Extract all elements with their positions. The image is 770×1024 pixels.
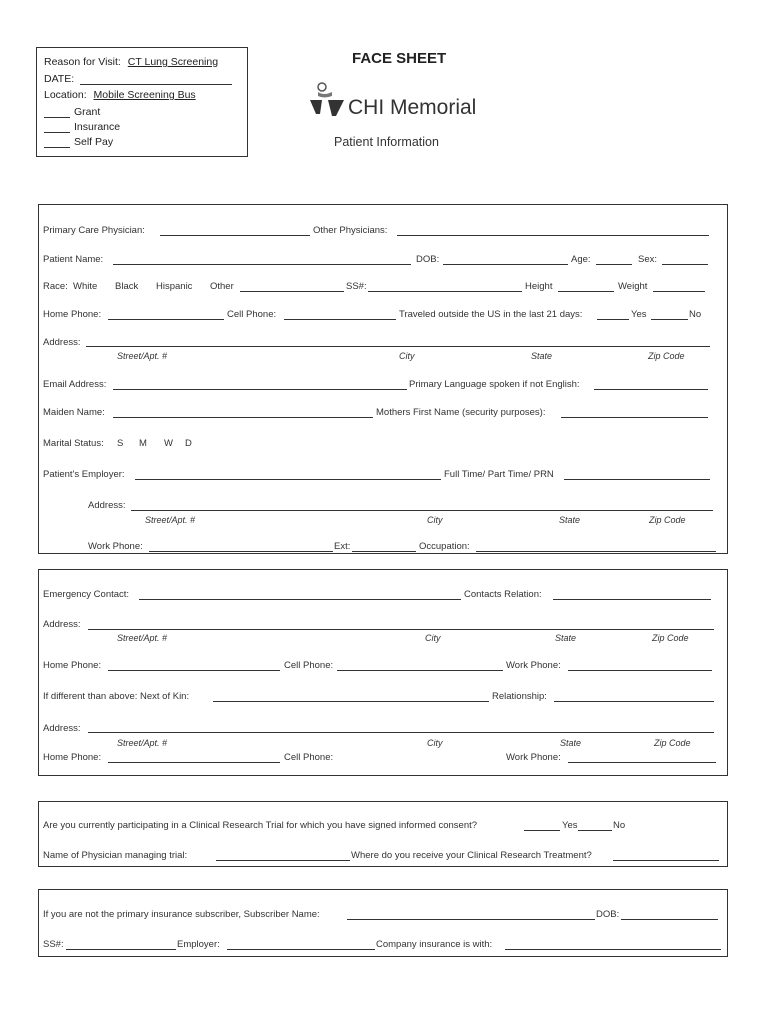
pcp-label: Primary Care Physician:: [43, 225, 145, 236]
kin-address-field[interactable]: [88, 732, 714, 733]
home-phone-field[interactable]: [108, 319, 224, 320]
date-field[interactable]: [80, 84, 232, 85]
employer-address-label: Address:: [88, 500, 126, 511]
maiden-name-field[interactable]: [113, 417, 373, 418]
marital-option-s[interactable]: S: [117, 438, 124, 449]
location-value[interactable]: Mobile Screening Bus: [93, 89, 196, 101]
employer-city-caption: City: [427, 515, 443, 525]
emergency-home-phone-field[interactable]: [108, 670, 280, 671]
ext-label: Ext:: [334, 541, 351, 552]
dob-label: DOB:: [416, 254, 440, 265]
marital-option-m[interactable]: M: [139, 438, 147, 449]
employer-zip-caption: Zip Code: [649, 515, 686, 525]
patient-name-field[interactable]: [113, 264, 411, 265]
traveled-yes-field[interactable]: [597, 319, 629, 320]
trial-yes-label: Yes: [562, 820, 578, 831]
marital-status-label: Marital Status:: [43, 438, 104, 449]
visit-reason-row: [44, 56, 218, 68]
height-label: Height: [525, 281, 553, 292]
subscriber-ssn-field[interactable]: [66, 949, 176, 950]
trial-no-field[interactable]: [578, 830, 612, 831]
race-option-white[interactable]: White: [73, 281, 98, 292]
work-phone-field[interactable]: [149, 551, 333, 552]
subscriber-name-field[interactable]: [347, 919, 595, 920]
trial-no-label: No: [613, 820, 626, 831]
kin-street-caption: Street/Apt. #: [117, 738, 168, 748]
address-label: Address:: [43, 337, 81, 348]
email-field[interactable]: [113, 389, 407, 390]
subscriber-name-label: If you are not the primary insurance subscriber, Subscriber Name:: [43, 909, 320, 920]
visit-reason-label: Reason for Visit:: [44, 56, 121, 68]
relationship-label: Relationship:: [492, 691, 547, 702]
patient-name-label: Patient Name:: [43, 254, 104, 265]
employer-field[interactable]: [135, 479, 441, 480]
contacts-relation-label: Contacts Relation:: [464, 589, 542, 600]
chi-logo-icon: [308, 80, 348, 118]
occupation-field[interactable]: [476, 551, 716, 552]
trial-question: Are you currently participating in a Clinical Research Trial for which you have signed informed consent?: [43, 820, 478, 831]
page-title: FACE SHEET: [352, 50, 447, 67]
language-field[interactable]: [594, 389, 708, 390]
race-label: Race:: [43, 281, 68, 292]
employer-street-caption: Street/Apt. #: [145, 515, 196, 525]
race-option-other[interactable]: Other: [210, 281, 234, 292]
race-option-hispanic[interactable]: Hispanic: [156, 281, 193, 292]
employment-type-field[interactable]: [564, 479, 710, 480]
employment-type-label: Full Time/ Part Time/ PRN: [444, 469, 554, 480]
trial-where-label: Where do you receive your Clinical Research Treatment?: [351, 850, 592, 861]
trial-physician-field[interactable]: [216, 860, 350, 861]
emergency-state-caption: State: [555, 633, 577, 643]
emergency-city-caption: City: [425, 633, 441, 643]
emergency-cell-phone-label: Cell Phone:: [284, 660, 334, 671]
emergency-work-phone-field[interactable]: [568, 670, 712, 671]
cell-phone-field[interactable]: [284, 319, 396, 320]
kin-city-caption: City: [427, 738, 443, 748]
subscriber-employer-field[interactable]: [227, 949, 375, 950]
self-pay-check-line[interactable]: [44, 147, 70, 148]
traveled-yes-label: Yes: [631, 309, 647, 320]
weight-field[interactable]: [653, 291, 705, 292]
address-street-caption: Street/Apt. #: [117, 351, 168, 361]
kin-state-caption: State: [560, 738, 582, 748]
logo-text: CHI Memorial: [348, 96, 477, 119]
ssn-field[interactable]: [368, 291, 522, 292]
employer-address-field[interactable]: [131, 510, 713, 511]
kin-home-phone-label: Home Phone:: [43, 752, 102, 763]
ssn-label: SS#:: [346, 281, 367, 292]
kin-home-phone-field[interactable]: [108, 762, 280, 763]
trial-physician-label: Name of Physician managing trial:: [43, 850, 188, 861]
weight-label: Weight: [618, 281, 648, 292]
trial-yes-field[interactable]: [524, 830, 560, 831]
emergency-work-phone-label: Work Phone:: [506, 660, 561, 671]
date-label: DATE:: [44, 73, 75, 85]
mothers-name-field[interactable]: [561, 417, 708, 418]
kin-zip-caption: Zip Code: [654, 738, 691, 748]
employer-label: Patient's Employer:: [43, 469, 125, 480]
age-field[interactable]: [596, 264, 632, 265]
insurance-label: Insurance: [74, 121, 121, 133]
sex-label: Sex:: [638, 254, 658, 265]
kin-address-label: Address:: [43, 723, 81, 734]
occupation-label: Occupation:: [419, 541, 470, 552]
cell-phone-label: Cell Phone:: [227, 309, 277, 320]
grant-check-line[interactable]: [44, 117, 70, 118]
address-field[interactable]: [86, 346, 710, 347]
employer-state-caption: State: [559, 515, 581, 525]
race-option-black[interactable]: Black: [115, 281, 139, 292]
sex-field[interactable]: [662, 264, 708, 265]
ext-field[interactable]: [352, 551, 416, 552]
next-of-kin-field[interactable]: [213, 701, 489, 702]
contacts-relation-field[interactable]: [553, 599, 711, 600]
home-phone-label: Home Phone:: [43, 309, 102, 320]
address-zip-caption: Zip Code: [648, 351, 685, 361]
marital-option-w[interactable]: W: [164, 438, 173, 449]
height-field[interactable]: [558, 291, 614, 292]
company-insurance-field[interactable]: [505, 949, 721, 950]
emergency-street-caption: Street/Apt. #: [117, 633, 168, 643]
age-label: Age:: [571, 254, 591, 265]
company-insurance-label: Company insurance is with:: [376, 939, 493, 950]
work-phone-label: Work Phone:: [88, 541, 143, 552]
subscriber-dob-label: DOB:: [596, 909, 620, 920]
other-physicians-label: Other Physicians:: [313, 225, 388, 236]
emergency-contact-label: Emergency Contact:: [43, 589, 130, 600]
trial-where-field[interactable]: [613, 860, 719, 861]
traveled-label: Traveled outside the US in the last 21 days:: [399, 309, 583, 320]
subscriber-dob-field[interactable]: [621, 919, 718, 920]
patient-section: [38, 204, 728, 554]
traveled-no-field[interactable]: [651, 319, 688, 320]
language-label: Primary Language spoken if not English:: [409, 379, 580, 390]
next-of-kin-label: If different than above: Next of Kin:: [43, 691, 190, 702]
location-label: Location:: [44, 89, 87, 101]
kin-work-phone-field[interactable]: [568, 762, 716, 763]
grant-label: Grant: [74, 106, 101, 118]
race-other-field[interactable]: [240, 291, 344, 292]
visit-reason-value[interactable]: CT Lung Screening: [127, 56, 219, 68]
kin-work-phone-label: Work Phone:: [506, 752, 561, 763]
location-row: [44, 89, 196, 101]
mothers-name-label: Mothers First Name (security purposes):: [376, 407, 546, 418]
page-subtitle: Patient Information: [334, 135, 439, 149]
pcp-field[interactable]: [160, 235, 310, 236]
subscriber-employer-label: Employer:: [177, 939, 220, 950]
other-physicians-field[interactable]: [397, 235, 709, 236]
dob-field[interactable]: [443, 264, 568, 265]
subscriber-ssn-label: SS#:: [43, 939, 64, 950]
emergency-address-label: Address:: [43, 619, 81, 630]
marital-option-d[interactable]: D: [185, 438, 192, 449]
insurance-check-line[interactable]: [44, 132, 70, 133]
emergency-zip-caption: Zip Code: [652, 633, 689, 643]
maiden-name-label: Maiden Name:: [43, 407, 105, 418]
email-label: Email Address:: [43, 379, 107, 390]
self-pay-label: Self Pay: [74, 136, 114, 148]
traveled-no-label: No: [689, 309, 702, 320]
emergency-cell-phone-field[interactable]: [337, 670, 503, 671]
emergency-home-phone-label: Home Phone:: [43, 660, 102, 671]
kin-cell-phone-label: Cell Phone:: [284, 752, 334, 763]
address-state-caption: State: [531, 351, 553, 361]
emergency-contact-field[interactable]: [139, 599, 461, 600]
emergency-address-field[interactable]: [88, 629, 714, 630]
relationship-field[interactable]: [554, 701, 714, 702]
address-city-caption: City: [399, 351, 415, 361]
